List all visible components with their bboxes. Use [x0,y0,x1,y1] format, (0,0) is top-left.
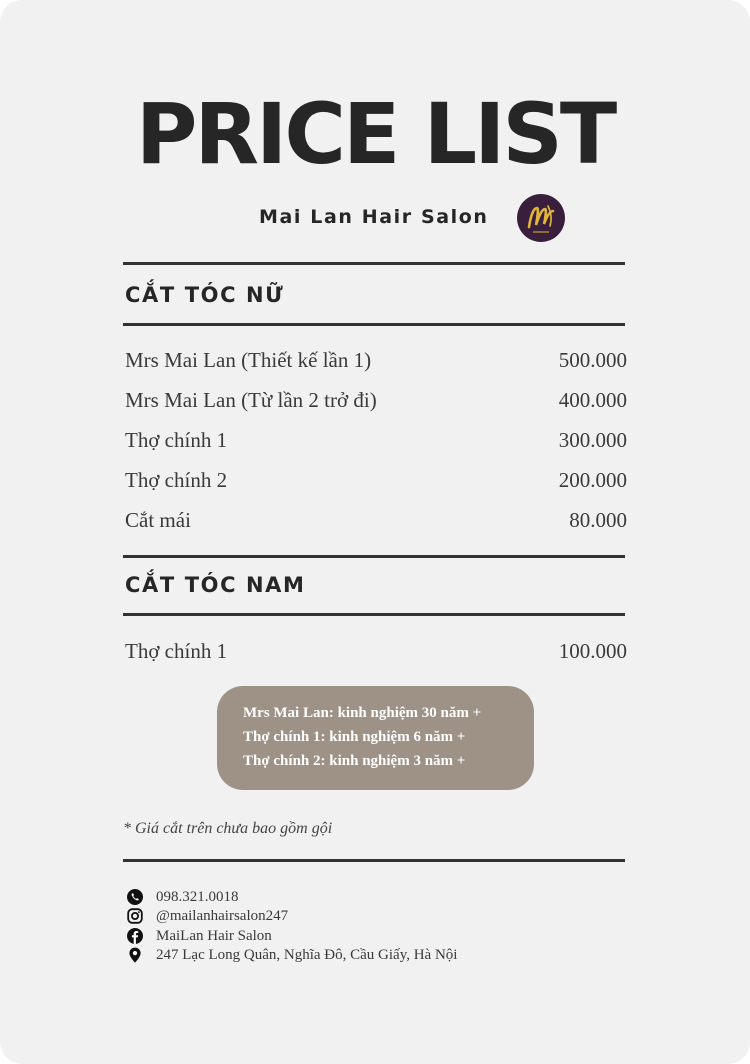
price-row [125,505,627,535]
service-name: Thợ chính 2 [125,468,228,492]
section-header-divider [123,323,625,326]
contact-text: 098.321.0018 [156,889,239,905]
experience-line: Mrs Mai Lan: kinh nghiệm 30 năm + [243,705,482,721]
phone-icon [127,889,143,905]
service-price: 400.000 [558,388,627,412]
service-name: Thợ chính 1 [125,428,228,452]
section-header-divider [123,613,625,616]
page-title: PRICE LIST [135,85,615,183]
facebook-icon [127,928,143,944]
service-price: 500.000 [558,348,627,372]
price-row [125,465,627,495]
salon-logo-icon [517,194,565,242]
section-title-men: CẮT TÓC NAM [125,573,306,597]
service-price: 100.000 [558,639,627,663]
section-top-divider [123,262,625,265]
service-price: 300.000 [558,428,627,452]
price-row [125,345,627,375]
experience-line: Thợ chính 2: kinh nghiệm 3 năm + [243,753,466,769]
price-row [125,636,627,666]
location-pin-icon [127,947,143,963]
section-title-women: CẮT TÓC NỮ [125,283,285,307]
price-row [125,385,627,415]
service-name: Mrs Mai Lan (Từ lần 2 trở đi) [125,388,377,412]
service-price: 200.000 [558,468,627,492]
service-name: Mrs Mai Lan (Thiết kế lần 1) [125,348,372,372]
contact-text: MaiLan Hair Salon [156,928,272,944]
price-row [125,425,627,455]
contact-text: @mailanhairsalon247 [156,908,289,924]
footnote: * Giá cắt trên chưa bao gồm gội [123,820,333,837]
section-top-divider [123,555,625,558]
contact-phone[interactable] [127,887,627,907]
service-name: Thợ chính 1 [125,639,228,663]
experience-line: Thợ chính 1: kinh nghiệm 6 năm + [243,729,466,745]
experience-note-box [217,686,534,790]
service-price: 80.000 [569,508,627,532]
contact-address[interactable] [127,945,627,965]
instagram-icon [127,908,143,924]
footer-divider [123,859,625,862]
contact-instagram[interactable] [127,906,627,926]
service-name: Cắt mái [125,508,191,532]
salon-name: Mai Lan Hair Salon [259,206,489,228]
contact-facebook[interactable] [127,926,627,946]
contact-text: 247 Lạc Long Quân, Nghĩa Đô, Cầu Giấy, Hà Nội [156,947,458,963]
